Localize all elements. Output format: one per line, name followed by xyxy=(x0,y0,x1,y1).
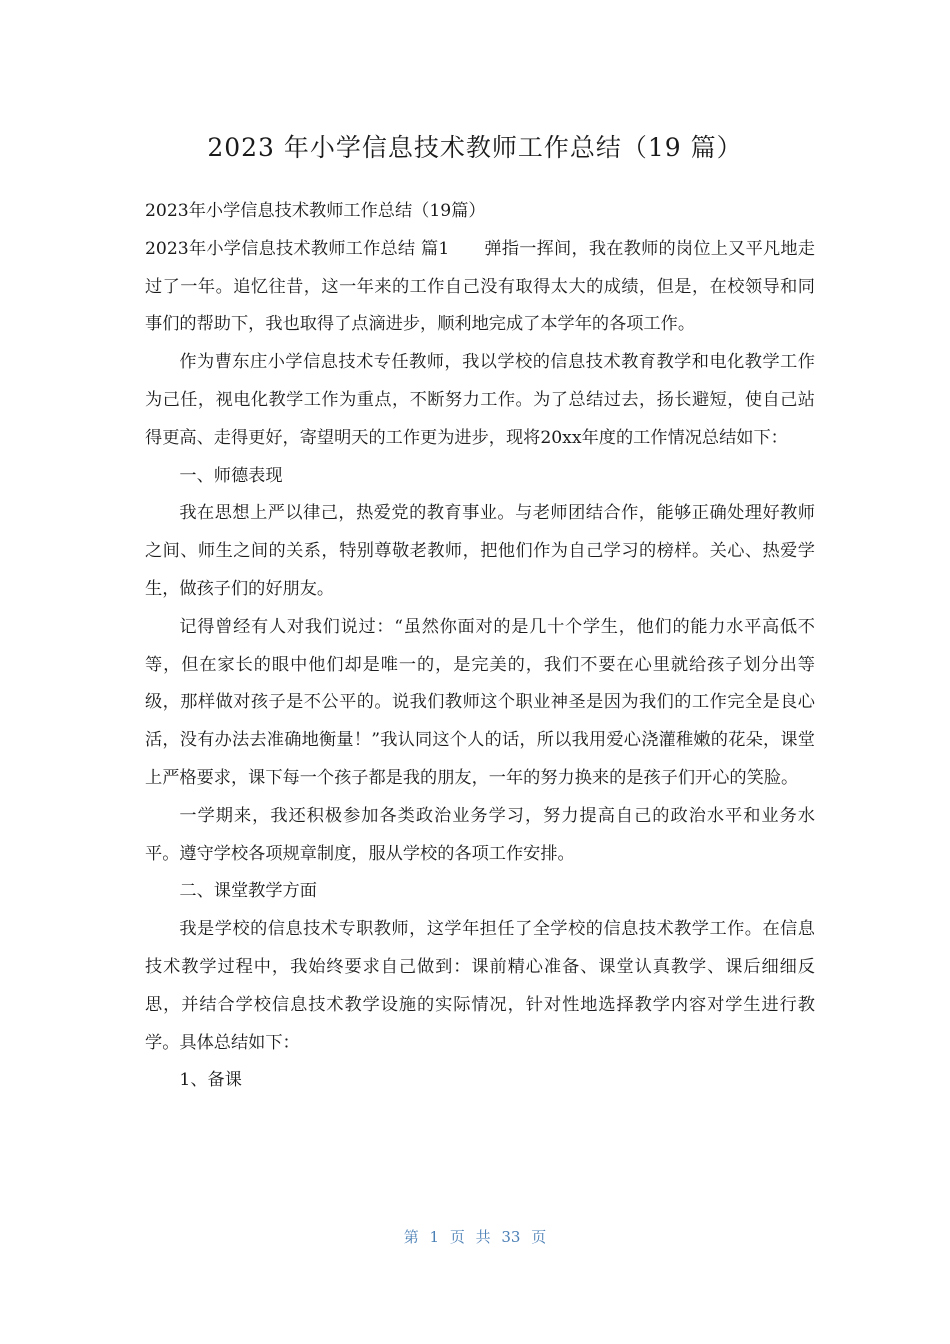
subsection-heading: 1、备课 xyxy=(179,1070,242,1091)
paragraph: 记得曾经有人对我们说过：“虽然你面对的是几十个学生，他们的能力水平高低不等，但在家长的眼中他们却是唯一的，是完美的，我们不要在心里就给孩子划分出等级，那样做对孩子是不公平的。说我们教师这个职业神圣是因为我们的工作完全是良心活，没有办法去准确地衡量！”我认同这个人的话，所以我用爱心浇灌稚嫩的花朵，课堂上严格要求，课下每一个孩子都是我的朋友，一年的努力换来的是孩子们开心的笑脸。 xyxy=(145,616,815,788)
page-footer: 第 1 页 共 33 页 xyxy=(403,1228,547,1246)
document-title: 2023 年小学信息技术教师工作总结（19 篇） xyxy=(207,133,743,162)
paragraph: 一学期来，我还积极参加各类政治业务学习，努力提高自己的政治水平和业务水平。遵守学校各项规章制度，服从学校的各项工作安排。 xyxy=(145,805,815,864)
section-heading: 二、课堂教学方面 xyxy=(179,881,317,902)
section-heading: 一、师德表现 xyxy=(179,465,283,486)
paragraph: 我是学校的信息技术专职教师，这学年担任了全学校的信息技术教学工作。在信息技术教学过程中，我始终要求自己做到：课前精心准备、课堂认真教学、课后细细反思，并结合学校信息技术教学设施的实际情况，针对性地选择教学内容对学生进行教学。具体总结如下： xyxy=(145,919,815,1053)
paragraph: 2023年小学信息技术教师工作总结 篇1 弹指一挥间，我在教师的岗位上又平凡地走过了一年。追忆往昔，这一年来的工作自己没有取得太大的成绩，但是，在校领导和同事们的帮助下，我也取得了点滴进步，顺利地完成了本学年的各项工作。 xyxy=(145,238,815,335)
subtitle-line: 2023年小学信息技术教师工作总结（19篇） xyxy=(145,201,486,221)
document-body xyxy=(145,193,815,1100)
paragraph: 作为曹东庄小学信息技术专任教师，我以学校的信息技术教育教学和电化教学工作为己任，视电化教学工作为重点，不断努力工作。为了总结过去，扬长避短，使自己站得更高、走得更好，寄望明天的工作更为进步，现将20xx年度的工作情况总结如下： xyxy=(145,352,815,448)
paragraph: 我在思想上严以律己，热爱党的教育事业。与老师团结合作，能够正确处理好教师之间、师生之间的关系，特别尊敬老教师，把他们作为自己学习的榜样。关心、热爱学生，做孩子们的好朋友。 xyxy=(145,503,815,599)
